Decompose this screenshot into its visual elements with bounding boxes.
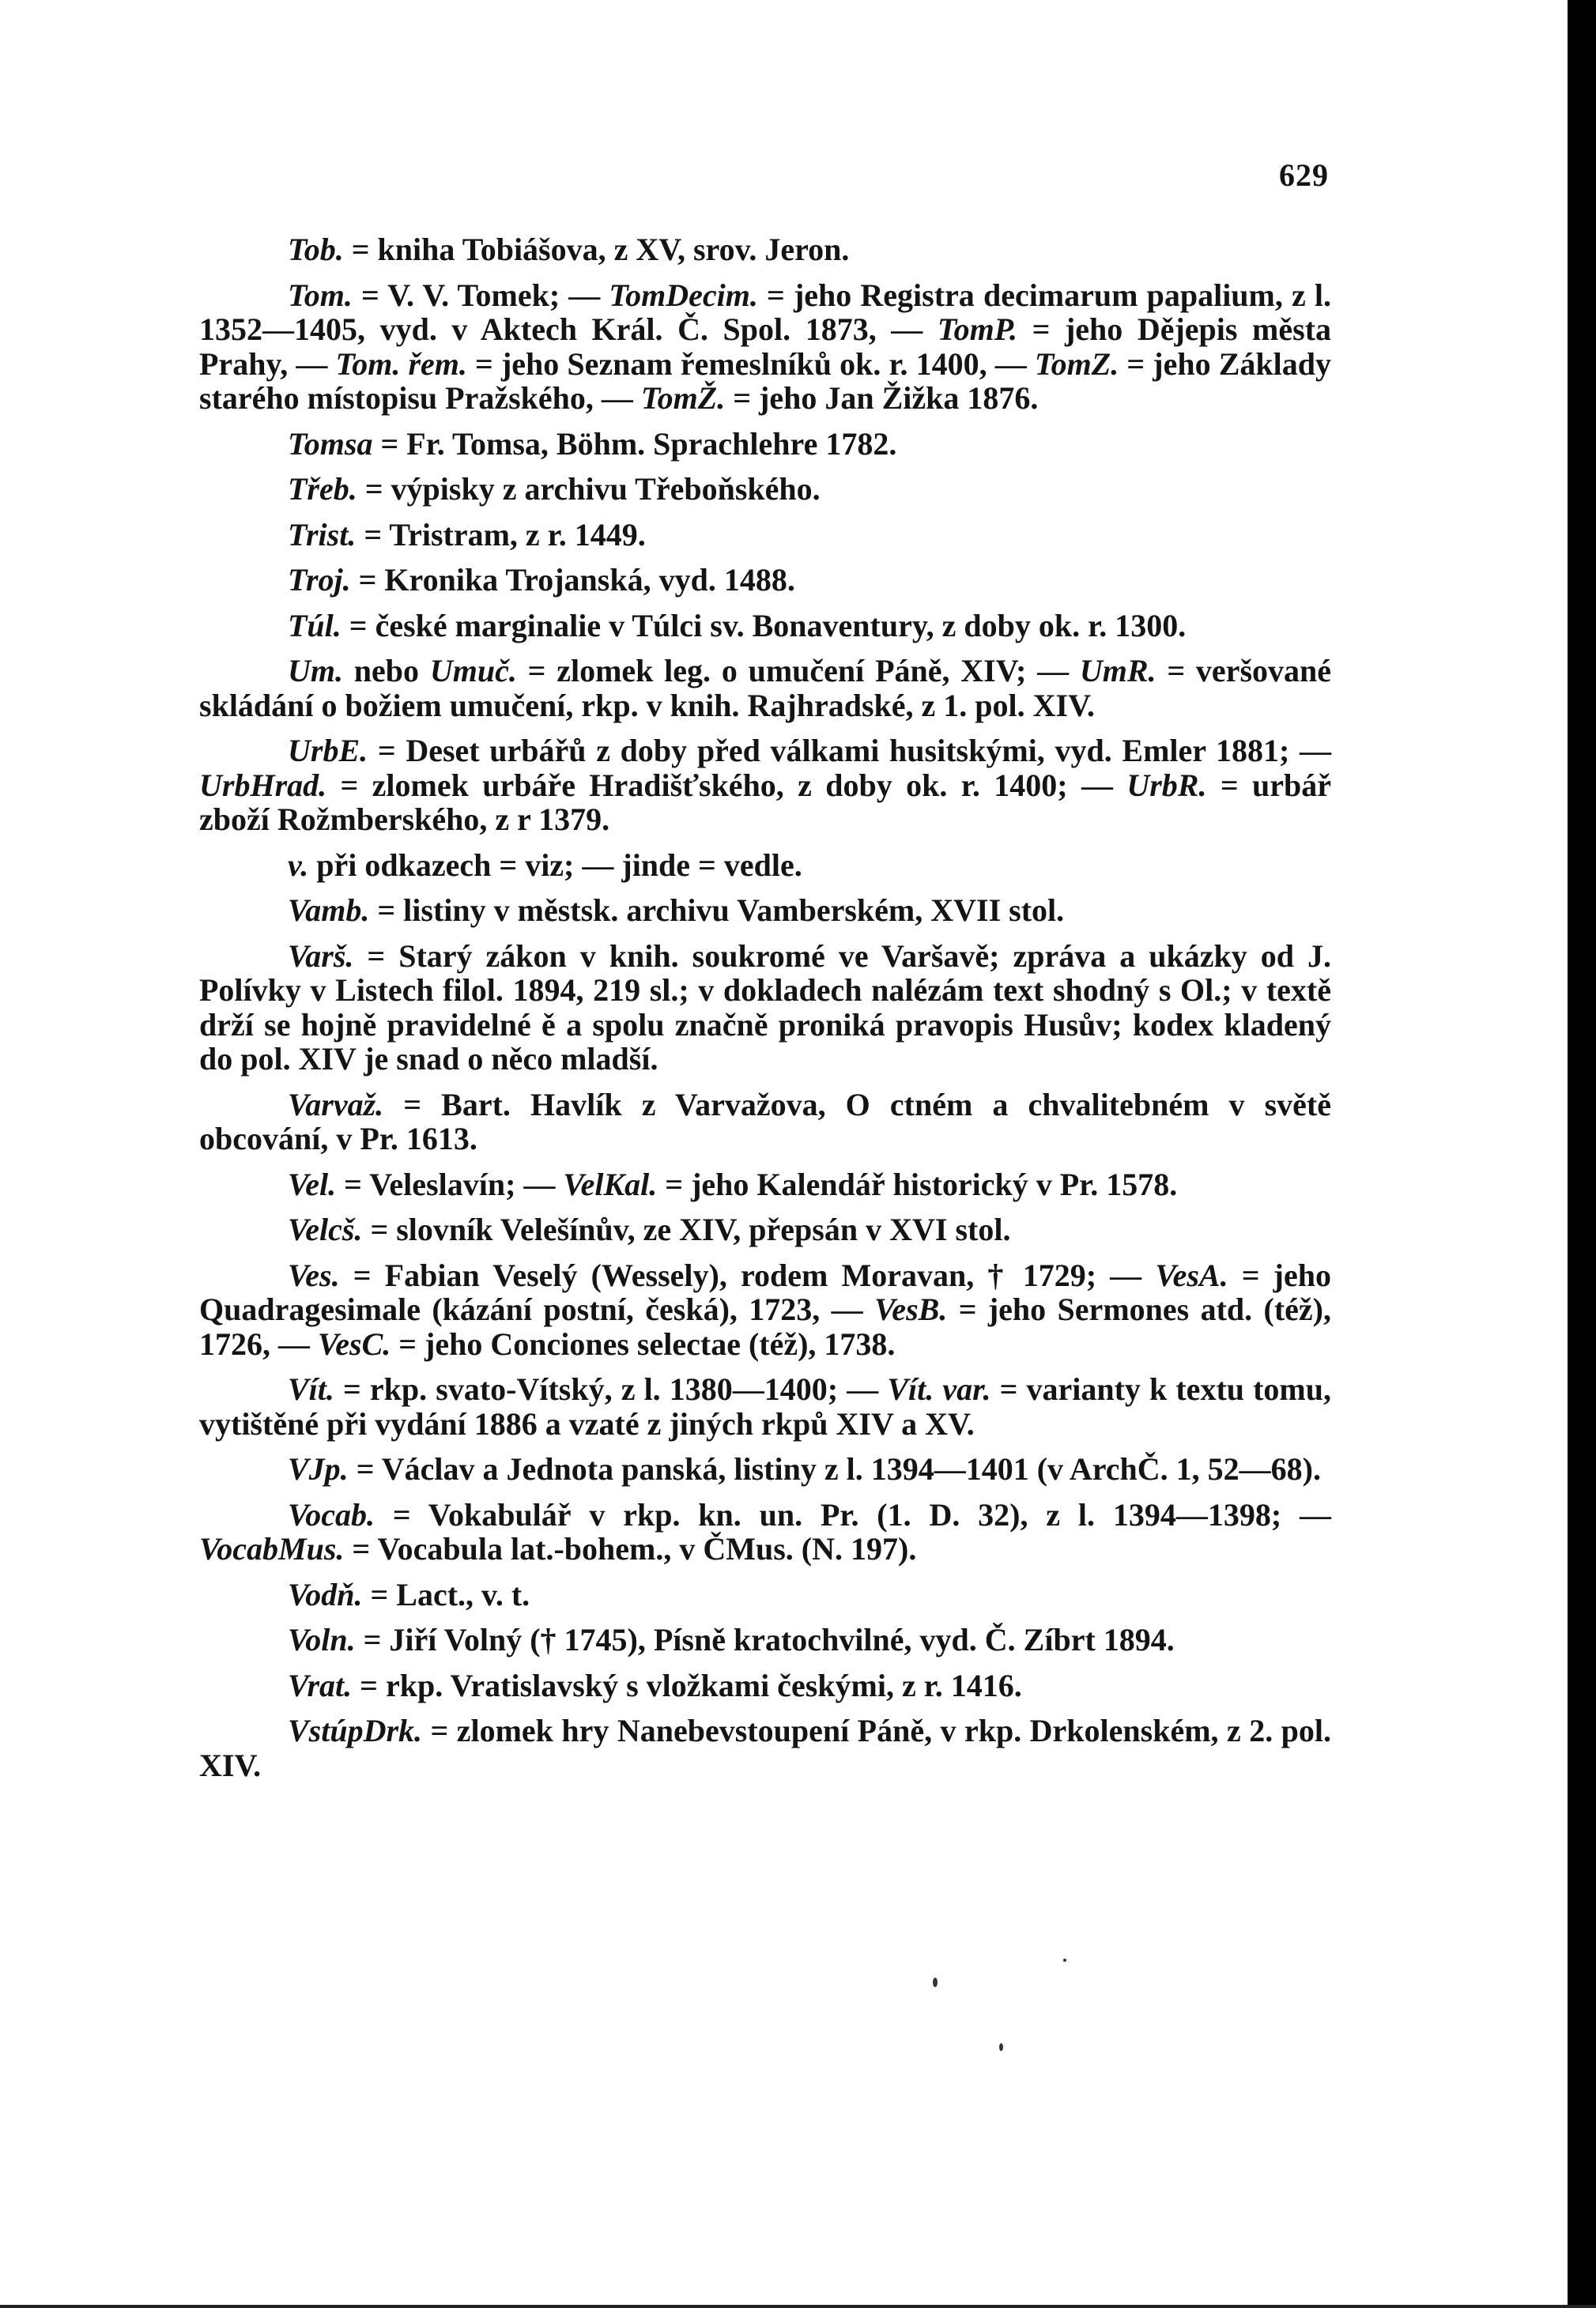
abbreviation-term: TomZ. xyxy=(1034,345,1119,382)
abbreviation-term: TomP. xyxy=(937,311,1018,347)
abbreviation-entry xyxy=(199,654,1331,722)
abbreviation-entry xyxy=(199,1258,1331,1362)
abbreviation-definition: = české marginalie v Túlci sv. Bonaventury, z doby ok. r. 1300. xyxy=(341,607,1187,643)
scan-speck xyxy=(1063,1959,1066,1962)
abbreviation-definition: = listiny v městsk. archivu Vamberském, XVII stol. xyxy=(369,892,1065,928)
abbreviation-term: Varš. xyxy=(288,937,354,974)
abbreviation-definition: = veršované skládání o božiem umučení, rkp. v knih. Rajhradské, z 1. pol. XIV. xyxy=(199,653,1332,723)
abbreviation-definition: = Jiří Volný († 1745), Písně kratochvilné, vyd. Č. Zíbrt 1894. xyxy=(355,1622,1175,1657)
abbreviation-term: UmR. xyxy=(1079,653,1156,688)
abbreviation-definition: při odkazech = viz; — jinde = vedle. xyxy=(308,847,802,883)
abbreviation-entry xyxy=(199,939,1331,1077)
abbreviation-term: Vamb. xyxy=(288,892,370,928)
scan-speck xyxy=(999,2043,1003,2051)
abbreviation-entry xyxy=(199,518,1331,552)
abbreviation-term: Třeb. xyxy=(288,471,357,507)
abbreviation-definition: = Bart. Havlík z Varvažova, O ctném a chvalitebném v světě obcování, v Pr. 1613. xyxy=(199,1086,1331,1156)
abbreviation-definition: = jeho Dějepis města Prahy, — xyxy=(199,311,1332,382)
abbreviation-definition: = jeho Conciones selectae (též), 1738. xyxy=(391,1326,896,1362)
abbreviation-definition: = jeho Registra decimarum papalium, z l. 1352—1405, vyd. v Aktech Král. Č. Spol. 1873, — xyxy=(199,277,1331,347)
abbreviation-term: TomDecim. xyxy=(609,277,758,313)
page-number: 629 xyxy=(1279,157,1329,193)
abbreviation-definition: = Lact., v. t. xyxy=(362,1576,530,1612)
abbreviation-term: VstúpDrk. xyxy=(288,1713,423,1748)
abbreviation-term: VocabMus. xyxy=(199,1531,345,1567)
abbreviation-term: Vel. xyxy=(288,1166,337,1202)
abbreviation-definition: = Kronika Trojanská, vyd. 1488. xyxy=(350,562,795,598)
abbreviation-entry xyxy=(199,1167,1331,1202)
abbreviation-definition: = Starý zákon v knih. soukromé ve Varšavě; zpráva a ukázky od J. Polívky v Listech filol. 1894, 219 sl.; v dokladech nalézám text shodný s Ol.; v textě drží se hojně pravidelné ě a spolu značně proniká pravopis Husův; kodex kladený do pol. XIV je snad o něco mladší. xyxy=(199,937,1331,1077)
abbreviation-term: VJp. xyxy=(288,1451,349,1487)
abbreviation-definition: = rkp. svato-Vítský, z l. 1380—1400; — xyxy=(334,1371,888,1407)
abbreviation-definition: = V. V. Tomek; — xyxy=(352,277,609,313)
abbreviation-definition: = jeho Sermones atd. (též), 1726, — xyxy=(199,1292,1331,1362)
abbreviation-entry xyxy=(199,1212,1331,1247)
abbreviation-term: Trist. xyxy=(288,516,357,552)
abbreviation-definition: = jeho Kalendář historický v Pr. 1578. xyxy=(657,1166,1178,1202)
scan-speck xyxy=(933,1978,938,1987)
abbreviation-entry xyxy=(199,472,1331,507)
abbreviation-term: VesA. xyxy=(1155,1257,1228,1293)
abbreviation-entry xyxy=(199,1623,1331,1657)
abbreviation-definition: = Deset urbářů z doby před válkami husitskými, vyd. Emler 1881; — xyxy=(368,733,1331,768)
abbreviation-term: VesB. xyxy=(874,1292,948,1327)
abbreviation-term: UrbR. xyxy=(1126,767,1207,803)
abbreviation-term: Umuč. xyxy=(429,653,517,688)
abbreviation-definition: nebo xyxy=(343,653,430,688)
abbreviation-entry xyxy=(199,1669,1331,1703)
abbreviation-list xyxy=(199,232,1331,1793)
abbreviation-definition: = Fabian Veselý (Wessely), rodem Moravan, † 1729; — xyxy=(339,1257,1156,1293)
abbreviation-term: Vrat. xyxy=(288,1667,353,1703)
abbreviation-term: Vít. xyxy=(288,1371,334,1407)
abbreviation-term: Vodň. xyxy=(288,1576,363,1612)
abbreviation-term: UrbHrad. xyxy=(199,767,327,803)
abbreviation-term: Vocab. xyxy=(288,1496,375,1533)
abbreviation-term: Vít. var. xyxy=(887,1371,991,1407)
abbreviation-term: Túl. xyxy=(288,607,341,643)
abbreviation-definition: = rkp. Vratislavský s vložkami českými, z r. 1416. xyxy=(352,1667,1022,1703)
abbreviation-entry xyxy=(199,1498,1331,1567)
abbreviation-definition: = Veleslavín; — xyxy=(336,1166,564,1202)
abbreviation-definition: = Fr. Tomsa, Böhm. Sprachlehre 1782. xyxy=(372,425,897,462)
abbreviation-term: VesC. xyxy=(318,1326,391,1362)
abbreviation-entry xyxy=(199,1372,1331,1441)
abbreviation-term: Varvaž. xyxy=(288,1086,384,1122)
abbreviation-definition: = zlomek urbáře Hradišťského, z doby ok. r. 1400; — xyxy=(326,767,1127,803)
abbreviation-definition: = slovník Velešínův, ze XIV, přepsán v XVI stol. xyxy=(362,1212,1011,1247)
abbreviation-definition: = výpisky z archivu Třeboňského. xyxy=(357,471,821,507)
abbreviation-term: Tom. xyxy=(288,277,353,313)
abbreviation-entry xyxy=(199,232,1331,267)
abbreviation-entry xyxy=(199,1452,1331,1487)
abbreviation-definition: = kniha Tobiášova, z XV, srov. Jeron. xyxy=(343,232,850,267)
abbreviation-term: Tom. řem. xyxy=(335,345,467,382)
abbreviation-definition: = Václav a Jednota panská, listiny z l. 1394—1401 (v ArchČ. 1, 52—68). xyxy=(348,1451,1321,1487)
abbreviation-entry xyxy=(199,278,1331,416)
abbreviation-term: Velcš. xyxy=(288,1212,363,1247)
abbreviation-term: Voln. xyxy=(288,1622,356,1657)
abbreviation-term: Ves. xyxy=(288,1257,340,1293)
abbreviation-entry xyxy=(199,1088,1331,1156)
abbreviation-definition: = Tristram, z r. 1449. xyxy=(356,516,646,552)
abbreviation-entry xyxy=(199,893,1331,928)
abbreviation-definition: = jeho Jan Žižka 1876. xyxy=(725,380,1039,416)
abbreviation-entry xyxy=(199,1714,1331,1782)
scan-page-edge xyxy=(1568,0,1596,2308)
abbreviation-entry xyxy=(199,734,1331,837)
abbreviation-entry xyxy=(199,1578,1331,1612)
abbreviation-definition: = varianty k textu tomu, vytištěné při vydání 1886 a vzaté z jiných rkpů XIV a XV. xyxy=(199,1371,1331,1442)
abbreviation-term: VelKal. xyxy=(563,1166,658,1202)
abbreviation-term: UrbE. xyxy=(288,733,368,768)
abbreviation-entry xyxy=(199,563,1331,598)
abbreviation-definition: = zlomek hry Nanebevstoupení Páně, v rkp. Drkolenském, z 2. pol. XIV. xyxy=(199,1713,1331,1783)
abbreviation-term: v. xyxy=(288,847,309,883)
abbreviation-definition: = jeho Základy starého místopisu Pražského, — xyxy=(199,345,1332,416)
abbreviation-term: Tob. xyxy=(288,232,344,267)
abbreviation-definition: = urbář zboží Rožmberského, z r 1379. xyxy=(199,767,1332,837)
abbreviation-definition: = jeho Seznam řemeslníků ok. r. 1400, — xyxy=(466,345,1035,382)
abbreviation-definition: = Vokabulář v rkp. kn. un. Pr. (1. D. 32), z l. 1394—1398; — xyxy=(375,1496,1331,1533)
abbreviation-entry xyxy=(199,427,1331,462)
abbreviation-entry xyxy=(199,848,1331,883)
abbreviation-entry xyxy=(199,609,1331,643)
abbreviation-definition: = zlomek leg. o umučení Páně, XIV; — xyxy=(516,653,1080,688)
abbreviation-definition: = jeho Quadragesimale (kázání postní, česká), 1723, — xyxy=(199,1257,1332,1327)
abbreviation-term: TomŽ. xyxy=(640,380,726,416)
abbreviation-definition: = Vocabula lat.-bohem., v ČMus. (N. 197). xyxy=(344,1531,917,1567)
abbreviation-term: Tomsa xyxy=(288,425,373,462)
abbreviation-term: Um. xyxy=(288,653,343,688)
abbreviation-term: Troj. xyxy=(288,562,351,598)
scan-bottom-edge xyxy=(0,2305,1596,2308)
